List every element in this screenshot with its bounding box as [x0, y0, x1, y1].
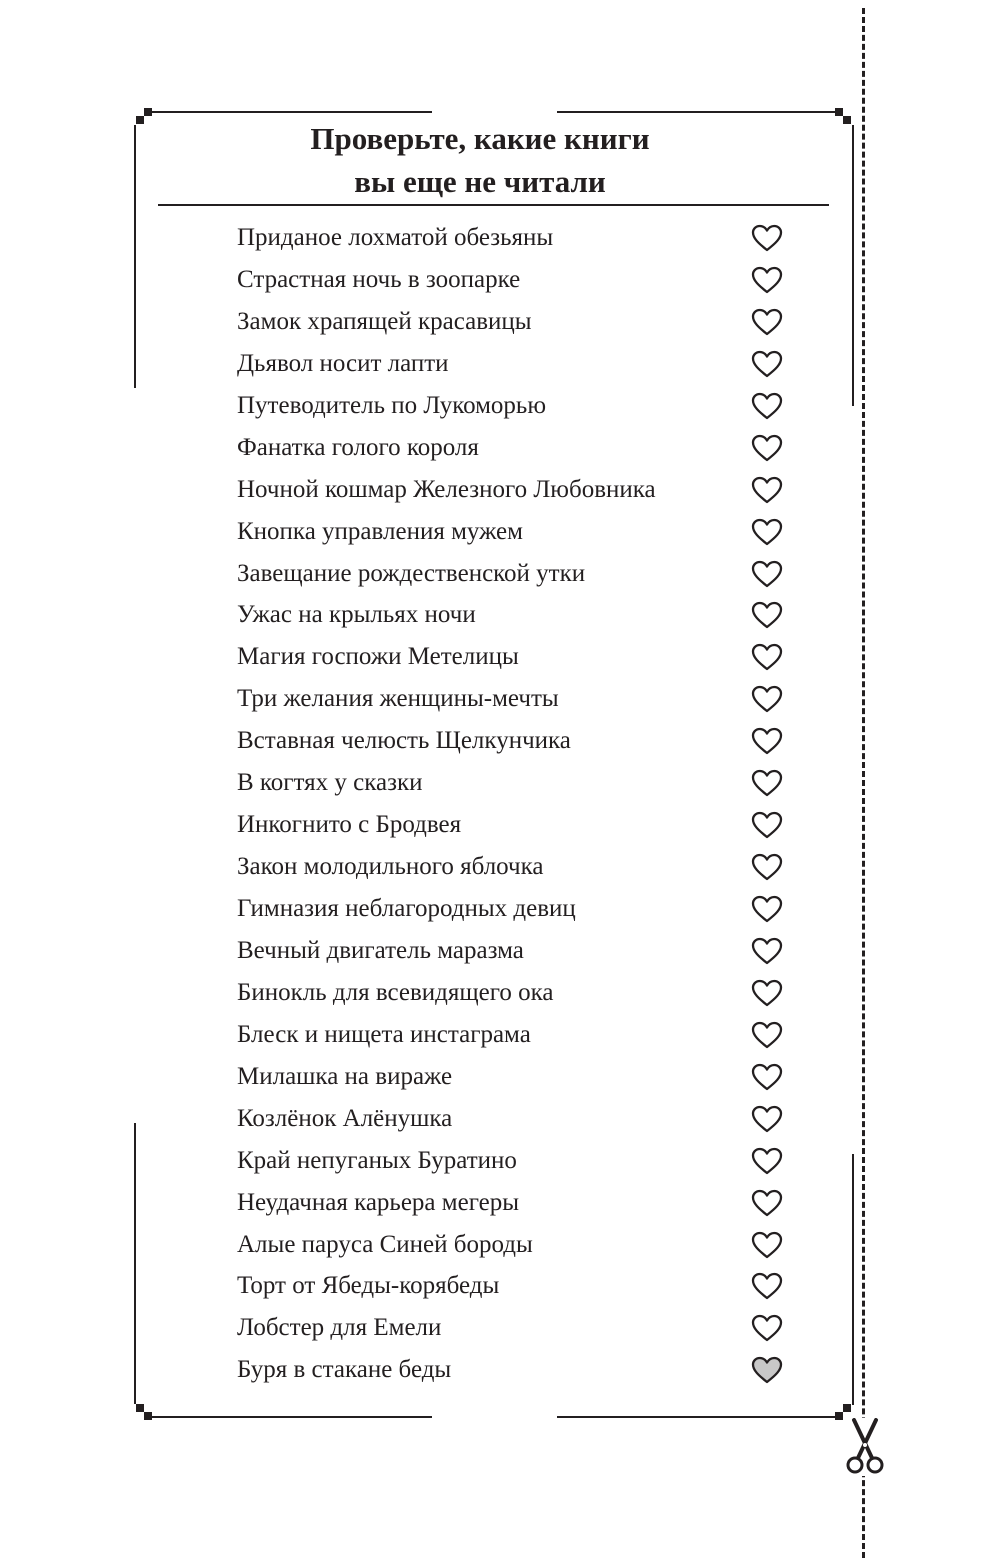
book-row — [237, 427, 797, 469]
heart-outline-icon[interactable] — [751, 727, 783, 755]
frame-bottom-right-line — [557, 1416, 840, 1418]
book-title: Завещание рождественской утки — [237, 559, 586, 587]
book-row — [237, 1224, 797, 1266]
book-title: Буря в стакане беды — [237, 1356, 452, 1384]
cut-line — [862, 8, 865, 1558]
book-title: Путеводитель по Лукоморью — [237, 391, 546, 419]
book-title: Дьявол носит лапти — [237, 349, 449, 377]
corner-ornament — [136, 116, 144, 124]
book-row — [237, 511, 797, 553]
heart-outline-icon[interactable] — [751, 224, 783, 252]
heart-outline-icon[interactable] — [751, 476, 783, 504]
heart-outline-icon[interactable] — [751, 560, 783, 588]
book-title: Три желания женщины-мечты — [237, 685, 559, 713]
book-title: Приданое лохматой обезьяны — [237, 224, 554, 251]
book-row — [237, 1056, 797, 1098]
frame-bottom-left-line — [152, 1416, 432, 1418]
book-row — [237, 1140, 797, 1182]
heart-outline-icon[interactable] — [751, 895, 783, 923]
book-title: В когтях у сказки — [237, 769, 423, 797]
heart-outline-icon[interactable] — [751, 518, 783, 546]
heart-outline-icon[interactable] — [751, 392, 783, 420]
page-title — [160, 117, 800, 203]
heart-outline-icon[interactable] — [751, 937, 783, 965]
title-line-2: вы еще не читали — [354, 164, 606, 199]
book-title: Козлёнок Алёнушка — [237, 1104, 453, 1132]
heart-outline-icon[interactable] — [751, 601, 783, 629]
book-title: Вставная челюсть Щелкунчика — [237, 727, 571, 755]
scissors-icon — [845, 1418, 885, 1476]
heart-outline-icon[interactable] — [751, 1105, 783, 1133]
book-row — [237, 636, 797, 678]
corner-ornament — [843, 1404, 851, 1412]
book-title: Гимназия неблагородных девиц — [237, 895, 576, 922]
book-title: Блеск и нищета инстаграма — [237, 1020, 531, 1048]
book-title: Замок храпящей красавицы — [237, 307, 532, 335]
book-row — [237, 469, 797, 511]
frame-right-top-line — [852, 125, 854, 406]
corner-ornament — [835, 1412, 843, 1420]
book-title: Неудачная карьера мегеры — [237, 1188, 520, 1216]
heart-filled-icon[interactable] — [751, 1356, 783, 1384]
corner-ornament — [144, 1412, 152, 1420]
book-row — [237, 553, 797, 595]
heart-outline-icon[interactable] — [751, 853, 783, 881]
book-title: Край непуганых Буратино — [237, 1146, 517, 1174]
book-row — [237, 888, 797, 930]
frame-left-top-line — [134, 125, 136, 388]
heart-outline-icon[interactable] — [751, 769, 783, 797]
book-row — [237, 846, 797, 888]
heart-outline-icon[interactable] — [751, 979, 783, 1007]
book-title: Торт от Ябеды-корябеды — [237, 1272, 500, 1300]
heart-outline-icon[interactable] — [751, 434, 783, 462]
frame-top-right-line — [557, 111, 840, 113]
book-list — [237, 217, 797, 1391]
book-row — [237, 1014, 797, 1056]
heart-outline-icon[interactable] — [751, 685, 783, 713]
heart-outline-icon[interactable] — [751, 643, 783, 671]
book-row — [237, 217, 797, 259]
book-row — [237, 930, 797, 972]
book-row — [237, 1307, 797, 1349]
heart-outline-icon[interactable] — [751, 350, 783, 378]
frame-right-bottom-line — [852, 1154, 854, 1405]
title-divider — [158, 204, 829, 206]
book-row — [237, 972, 797, 1014]
heart-outline-icon[interactable] — [751, 1063, 783, 1091]
book-row — [237, 720, 797, 762]
book-title: Инкогнито с Бродвея — [237, 811, 462, 839]
book-row — [237, 259, 797, 301]
book-title: Ужас на крыльях ночи — [237, 601, 476, 629]
book-title: Ночной кошмар Железного Любовника — [237, 475, 656, 503]
book-title: Бинокль для всевидящего ока — [237, 978, 554, 1006]
book-title: Фанатка голого короля — [237, 433, 479, 461]
heart-outline-icon[interactable] — [751, 1189, 783, 1217]
book-row — [237, 1182, 797, 1224]
heart-outline-icon[interactable] — [751, 1272, 783, 1300]
book-row — [237, 385, 797, 427]
corner-ornament — [843, 116, 851, 124]
book-title: Лобстер для Емели — [237, 1314, 442, 1342]
frame-top-left-line — [152, 111, 432, 113]
book-title: Закон молодильного яблочка — [237, 853, 544, 881]
heart-outline-icon[interactable] — [751, 1231, 783, 1259]
book-row — [237, 301, 797, 343]
corner-ornament — [136, 1404, 144, 1412]
title-line-1: Проверьте, какие книги — [310, 121, 650, 156]
frame-left-bottom-line — [134, 1123, 136, 1404]
heart-outline-icon[interactable] — [751, 266, 783, 294]
book-title: Алые паруса Синей бороды — [237, 1230, 533, 1258]
book-title: Кнопка управления мужем — [237, 517, 523, 545]
heart-outline-icon[interactable] — [751, 1314, 783, 1342]
heart-outline-icon[interactable] — [751, 1147, 783, 1175]
book-title: Магия госпожи Метелицы — [237, 643, 519, 671]
book-title: Милашка на вираже — [237, 1062, 453, 1090]
book-row — [237, 804, 797, 846]
corner-ornament — [835, 108, 843, 116]
book-row — [237, 1349, 797, 1391]
book-row — [237, 1098, 797, 1140]
book-row — [237, 343, 797, 385]
book-row — [237, 1265, 797, 1307]
book-row — [237, 594, 797, 636]
heart-outline-icon[interactable] — [751, 308, 783, 336]
book-title: Страстная ночь в зоопарке — [237, 265, 521, 293]
book-title: Вечный двигатель маразма — [237, 936, 524, 964]
heart-outline-icon[interactable] — [751, 1021, 783, 1049]
book-row — [237, 762, 797, 804]
corner-ornament — [144, 108, 152, 116]
book-row — [237, 678, 797, 720]
heart-outline-icon[interactable] — [751, 811, 783, 839]
